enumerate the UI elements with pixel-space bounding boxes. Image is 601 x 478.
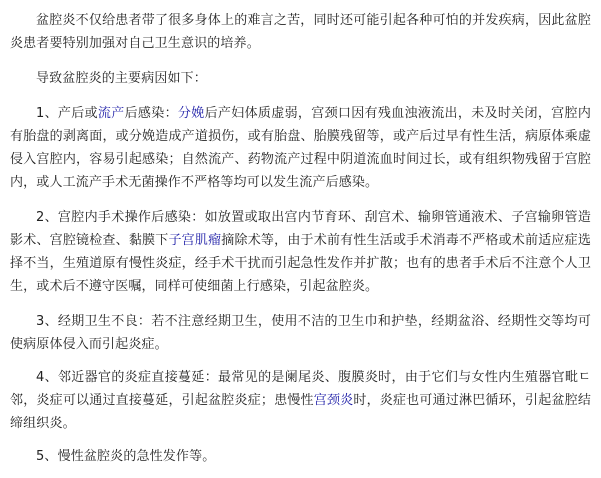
cause-4-paragraph: [10, 366, 591, 435]
link-uterine-fibroid[interactable]: 子宫肌瘤: [168, 233, 222, 248]
cause-2-text-b: 摘除术等，由于术前有性生活或手术消毒不严格或术前适应症选择不当，生殖道原有慢性炎症，经手术干扰而引起急性发作并扩散；也有的患者手术后不注意个人卫生，或术后不遵守医嘱，同样可使细菌上行感染，引起盆腔炎。: [10, 233, 591, 294]
intro-paragraph: 盆腔炎不仅给患者带了很多身体上的难言之苦，同时还可能引起各种可怕的并发疾病，因此盆腔炎患者要特别加强对自己卫生意识的培养。: [10, 13, 591, 51]
cause-3-paragraph: 3、经期卫生不良：若不注意经期卫生，使用不洁的卫生巾和护垫，经期盆浴、经期性交等均可使病原体侵入而引起炎症。: [10, 314, 591, 352]
cause-2-text-a: 2、宫腔内手术操作后感染：如放置或取出宫内节育环、刮宫术、输卵管通液术、子宫输卵管造影术、宫腔镜检查、黏膜下: [10, 210, 591, 248]
causes-heading: 导致盆腔炎的主要病因如下：: [36, 71, 207, 86]
link-childbirth[interactable]: 分娩: [177, 106, 205, 121]
cause-2-paragraph: [10, 206, 591, 298]
cause-5-paragraph: 5、慢性盆腔炎的急性发作等。: [36, 449, 216, 464]
cause-4-text-b: 时，炎症也可通过淋巴循环，引起盆腔结缔组织炎。: [10, 393, 592, 431]
link-abortion[interactable]: 流产: [97, 106, 125, 121]
cause-1-text-a: 1、产后或: [36, 106, 98, 121]
cause-4-text-a: 4、邻近器官的炎症直接蔓延：最常见的是阑尾炎、腹膜炎时，由于它们与女性内生殖器官毗ㄷ邻，炎症可以通过直接蔓延，引起盆腔炎症；患慢性: [10, 370, 591, 408]
link-cervicitis[interactable]: 宫颈炎: [313, 393, 354, 408]
cause-1-paragraph: [10, 102, 591, 194]
cause-1-text-b: 后感染：: [124, 106, 178, 121]
cause-1-text-c: 后产妇体质虚弱，宫颈口因有残血浊液流出，未及时关闭，宫腔内有胎盘的剥离面，或分娩造成产道损伤，或有胎盘、胎膜残留等，或产后过早有性生活，病原体乘虚侵入宫腔内，容易引起感染；自然流产、药物流产过程中阴道流血时间过长，或有组织物残留于宫腔内，或人工流产手术无菌操作不严格等均可以发生流产后感染。: [10, 106, 591, 190]
